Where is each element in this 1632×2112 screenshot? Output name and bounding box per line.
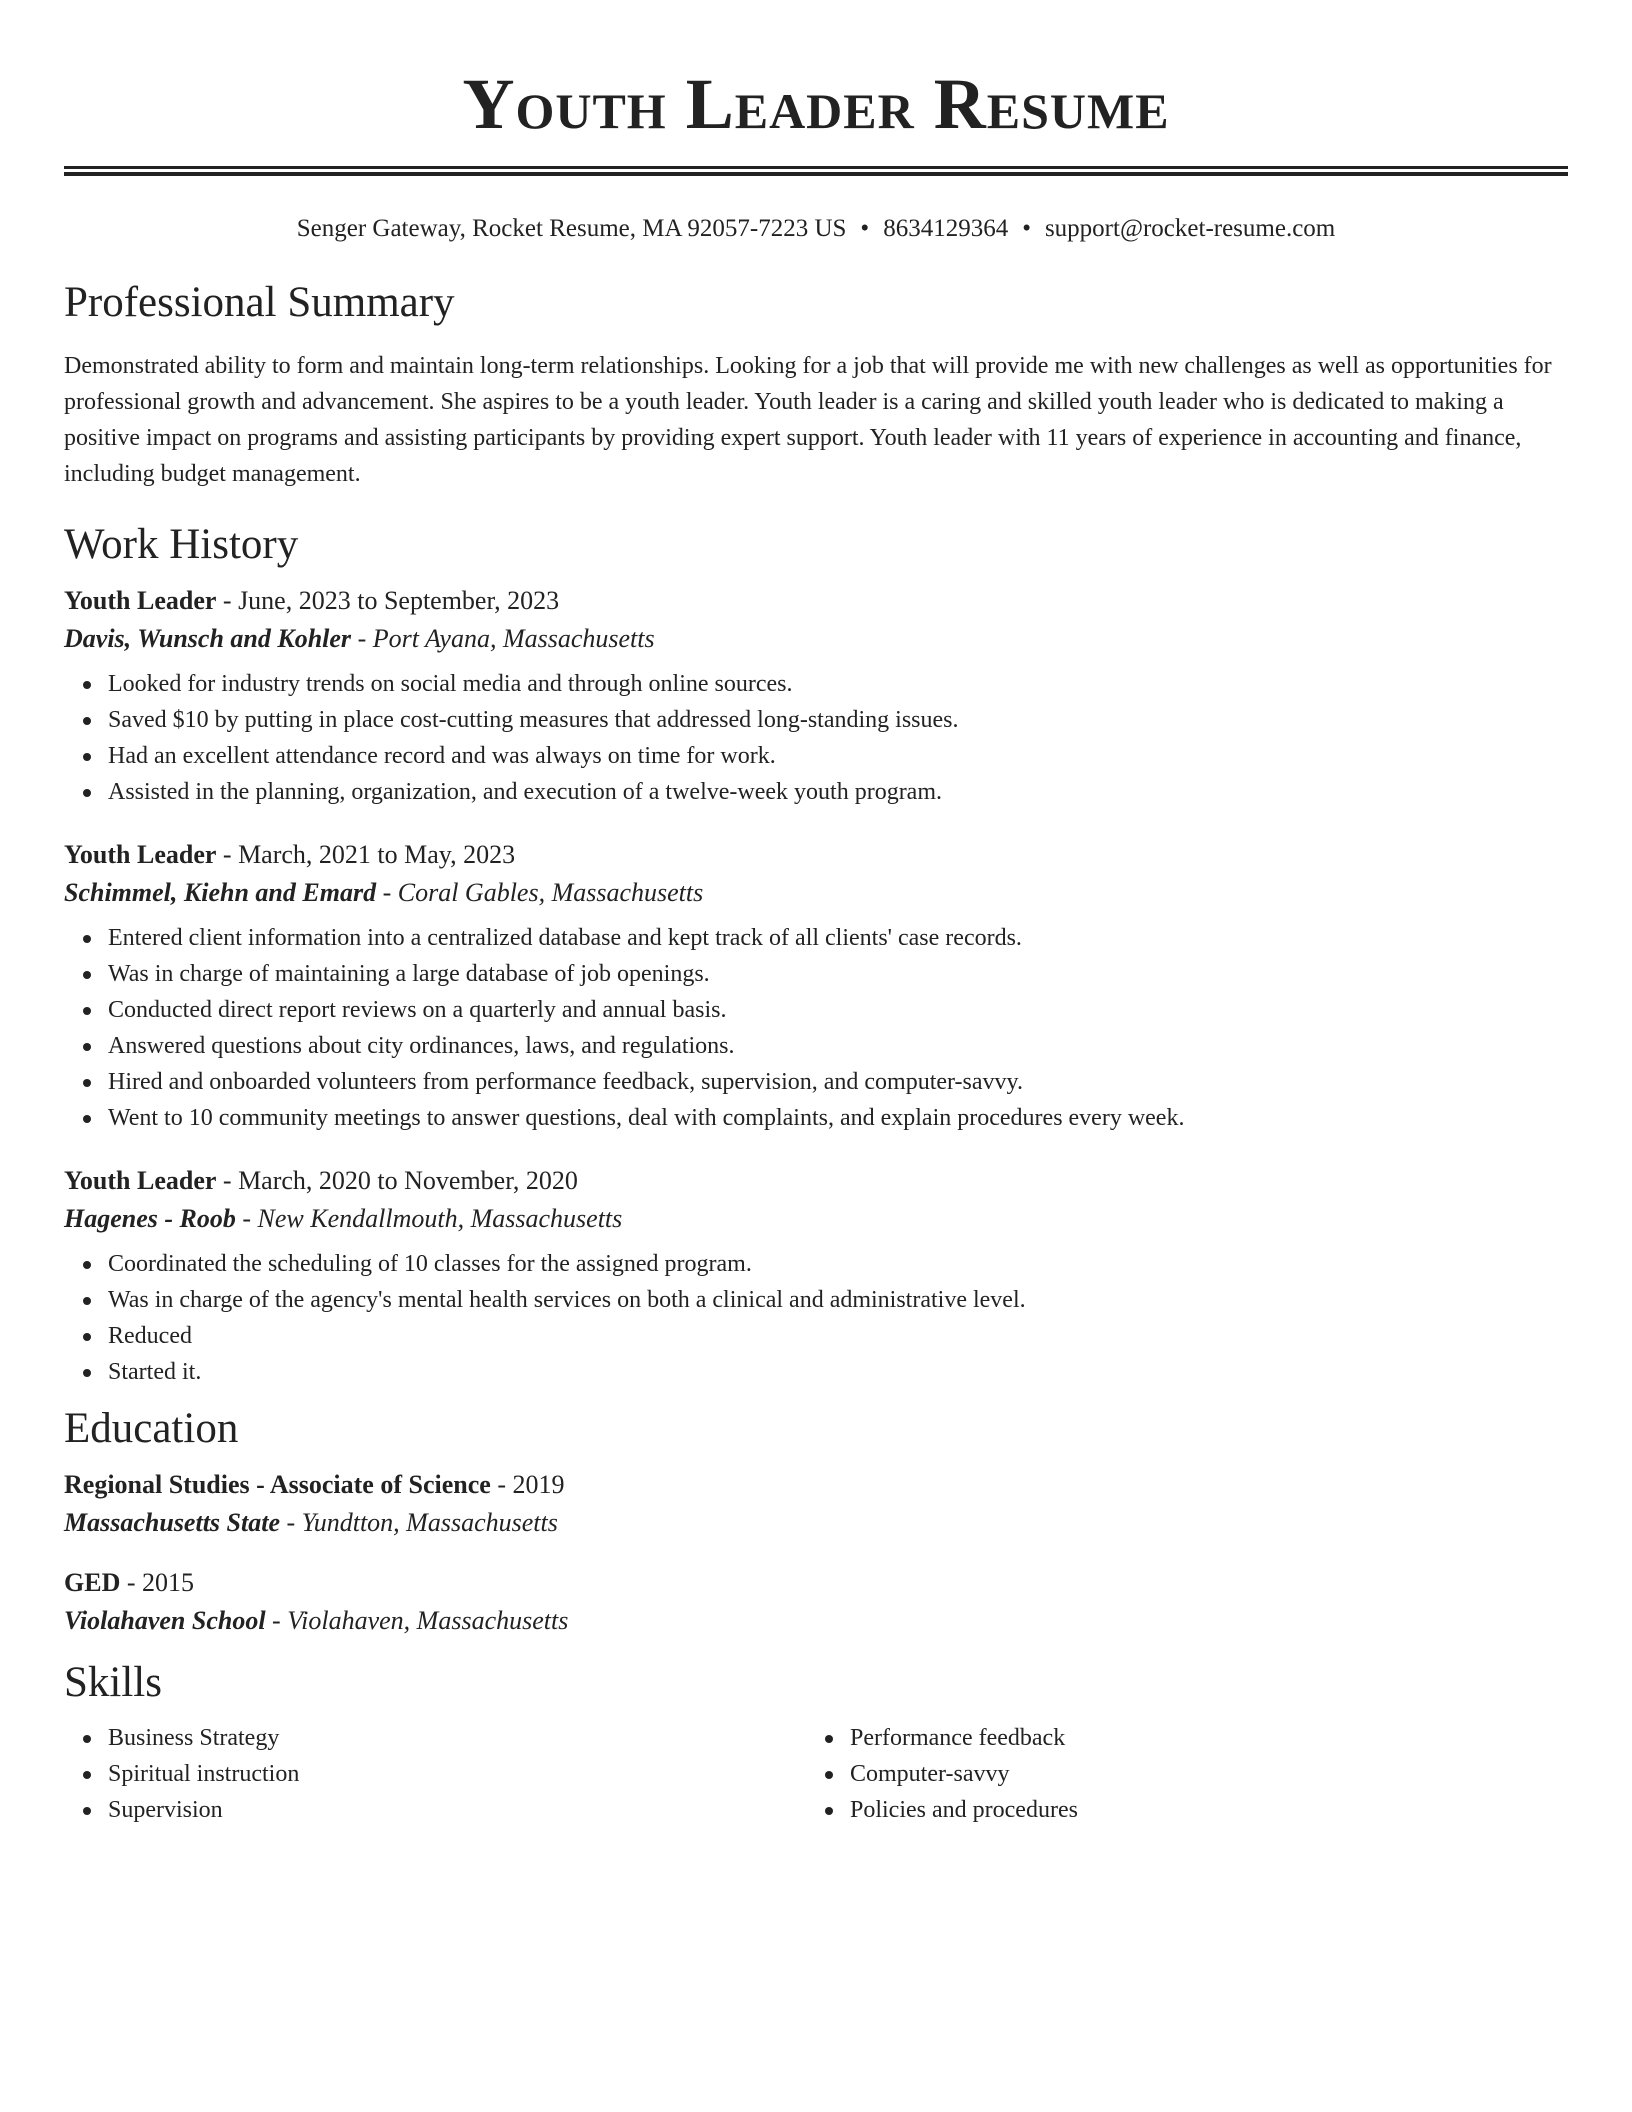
- skills-list: [806, 1720, 1548, 1828]
- work-history-heading: Work History: [64, 521, 299, 568]
- job-role: Youth Leader: [64, 586, 217, 615]
- resume-title: Youth Leader Resume: [462, 64, 1170, 144]
- job-bullet: Looked for industry trends on social media and through online sources.: [108, 666, 1568, 702]
- resume-page: [64, 0, 1568, 1828]
- school-line: [64, 1604, 1568, 1638]
- skill-item: Policies and procedures: [850, 1792, 1548, 1828]
- job-role: Youth Leader: [64, 840, 217, 869]
- summary-heading: Professional Summary: [64, 279, 455, 326]
- school-name: Massachusetts State: [64, 1508, 280, 1537]
- skills-section: [64, 1658, 1568, 1828]
- job-bullet: Was in charge of maintaining a large database of job openings.: [108, 956, 1568, 992]
- job-dates: - June, 2023 to September, 2023: [216, 586, 560, 615]
- job-bullet: Assisted in the planning, organization, and execution of a twelve-week youth program.: [108, 774, 1568, 810]
- company-name: Hagenes - Roob: [64, 1204, 236, 1233]
- title-double-rule: [64, 166, 1568, 176]
- contact-phone: 8634129364: [883, 215, 1009, 242]
- job-title-line: [64, 838, 1568, 872]
- contact-line: [64, 214, 1568, 244]
- contact-email: support@rocket-resume.com: [1044, 215, 1336, 242]
- contact-address: Senger Gateway, Rocket Resume, MA 92057-7223 US: [296, 215, 847, 242]
- degree-year: - 2015: [120, 1568, 195, 1597]
- degree-line: [64, 1566, 1568, 1600]
- job-bullet: Started it.: [108, 1354, 1568, 1390]
- skill-item: Computer-savvy: [850, 1756, 1548, 1792]
- company-name: Schimmel, Kiehn and Emard: [64, 878, 377, 907]
- skills-columns: [64, 1720, 1568, 1828]
- degree-name: GED: [64, 1568, 121, 1597]
- school-name: Violahaven School: [64, 1606, 266, 1635]
- company-location: - Coral Gables, Massachusetts: [376, 878, 704, 907]
- skills-list: [64, 1720, 806, 1828]
- skills-column-right: [806, 1720, 1548, 1828]
- job-title-line: [64, 1164, 1568, 1198]
- company-location: - Port Ayana, Massachusetts: [351, 624, 655, 653]
- company-line: [64, 1202, 1568, 1236]
- job-bullet: Had an excellent attendance record and was always on time for work.: [108, 738, 1568, 774]
- school-location: - Yundtton, Massachusetts: [280, 1508, 558, 1537]
- school-location: - Violahaven, Massachusetts: [265, 1606, 569, 1635]
- job-dates: - March, 2020 to November, 2020: [216, 1166, 578, 1195]
- contact-separator: •: [1022, 215, 1031, 242]
- job-bullet: Conducted direct report reviews on a quarterly and annual basis.: [108, 992, 1568, 1028]
- skill-item: Spiritual instruction: [108, 1756, 806, 1792]
- degree-year: - 2019: [490, 1470, 565, 1499]
- job-bullets: [64, 1246, 1568, 1390]
- skill-item: Supervision: [108, 1792, 806, 1828]
- job-bullet: Went to 10 community meetings to answer questions, deal with complaints, and explain procedures every week.: [108, 1100, 1568, 1136]
- job-entry: [64, 838, 1568, 1136]
- job-dates: - March, 2021 to May, 2023: [216, 840, 516, 869]
- job-role: Youth Leader: [64, 1166, 217, 1195]
- company-location: - New Kendallmouth, Massachusetts: [235, 1204, 623, 1233]
- school-line: [64, 1506, 1568, 1540]
- skill-item: Performance feedback: [850, 1720, 1548, 1756]
- job-entry: [64, 584, 1568, 810]
- contact-separator: •: [860, 215, 870, 242]
- company-line: [64, 622, 1568, 656]
- skill-item: Business Strategy: [108, 1720, 806, 1756]
- company-line: [64, 876, 1568, 910]
- education-entry: [64, 1566, 1568, 1638]
- job-bullet: Coordinated the scheduling of 10 classes for the assigned program.: [108, 1246, 1568, 1282]
- skills-heading: Skills: [64, 1659, 162, 1706]
- job-bullet: Entered client information into a centralized database and kept track of all clients' case records.: [108, 920, 1568, 956]
- job-title-line: [64, 584, 1568, 618]
- job-bullets: [64, 920, 1568, 1136]
- degree-name: Regional Studies - Associate of Science: [64, 1470, 491, 1499]
- work-history-section: [64, 520, 1568, 1390]
- education-entry: [64, 1468, 1568, 1540]
- job-bullet: Hired and onboarded volunteers from performance feedback, supervision, and computer-savvy.: [108, 1064, 1568, 1100]
- job-bullet: Was in charge of the agency's mental health services on both a clinical and administrative level.: [108, 1282, 1568, 1318]
- job-bullet: Saved $10 by putting in place cost-cutting measures that addressed long-standing issues.: [108, 702, 1568, 738]
- job-bullet: Answered questions about city ordinances, laws, and regulations.: [108, 1028, 1568, 1064]
- job-bullet: Reduced: [108, 1318, 1568, 1354]
- education-section: [64, 1404, 1568, 1638]
- summary-section: [64, 278, 1568, 492]
- job-bullets: [64, 666, 1568, 810]
- education-heading: Education: [64, 1405, 239, 1452]
- degree-line: [64, 1468, 1568, 1502]
- summary-text: Demonstrated ability to form and maintain long-term relationships. Looking for a job that will provide me with new challenges as well as opportunities for professional growth and advancement. She aspires to be a youth leader. Youth leader is a caring and skilled youth leader who is dedicated to making a positive impact on programs and assisting participants by providing expert support. Youth leader with 11 years of experience in accounting and finance, including budget management.: [64, 353, 1552, 487]
- job-entry: [64, 1164, 1568, 1390]
- company-name: Davis, Wunsch and Kohler: [64, 624, 352, 653]
- skills-column-left: [64, 1720, 806, 1828]
